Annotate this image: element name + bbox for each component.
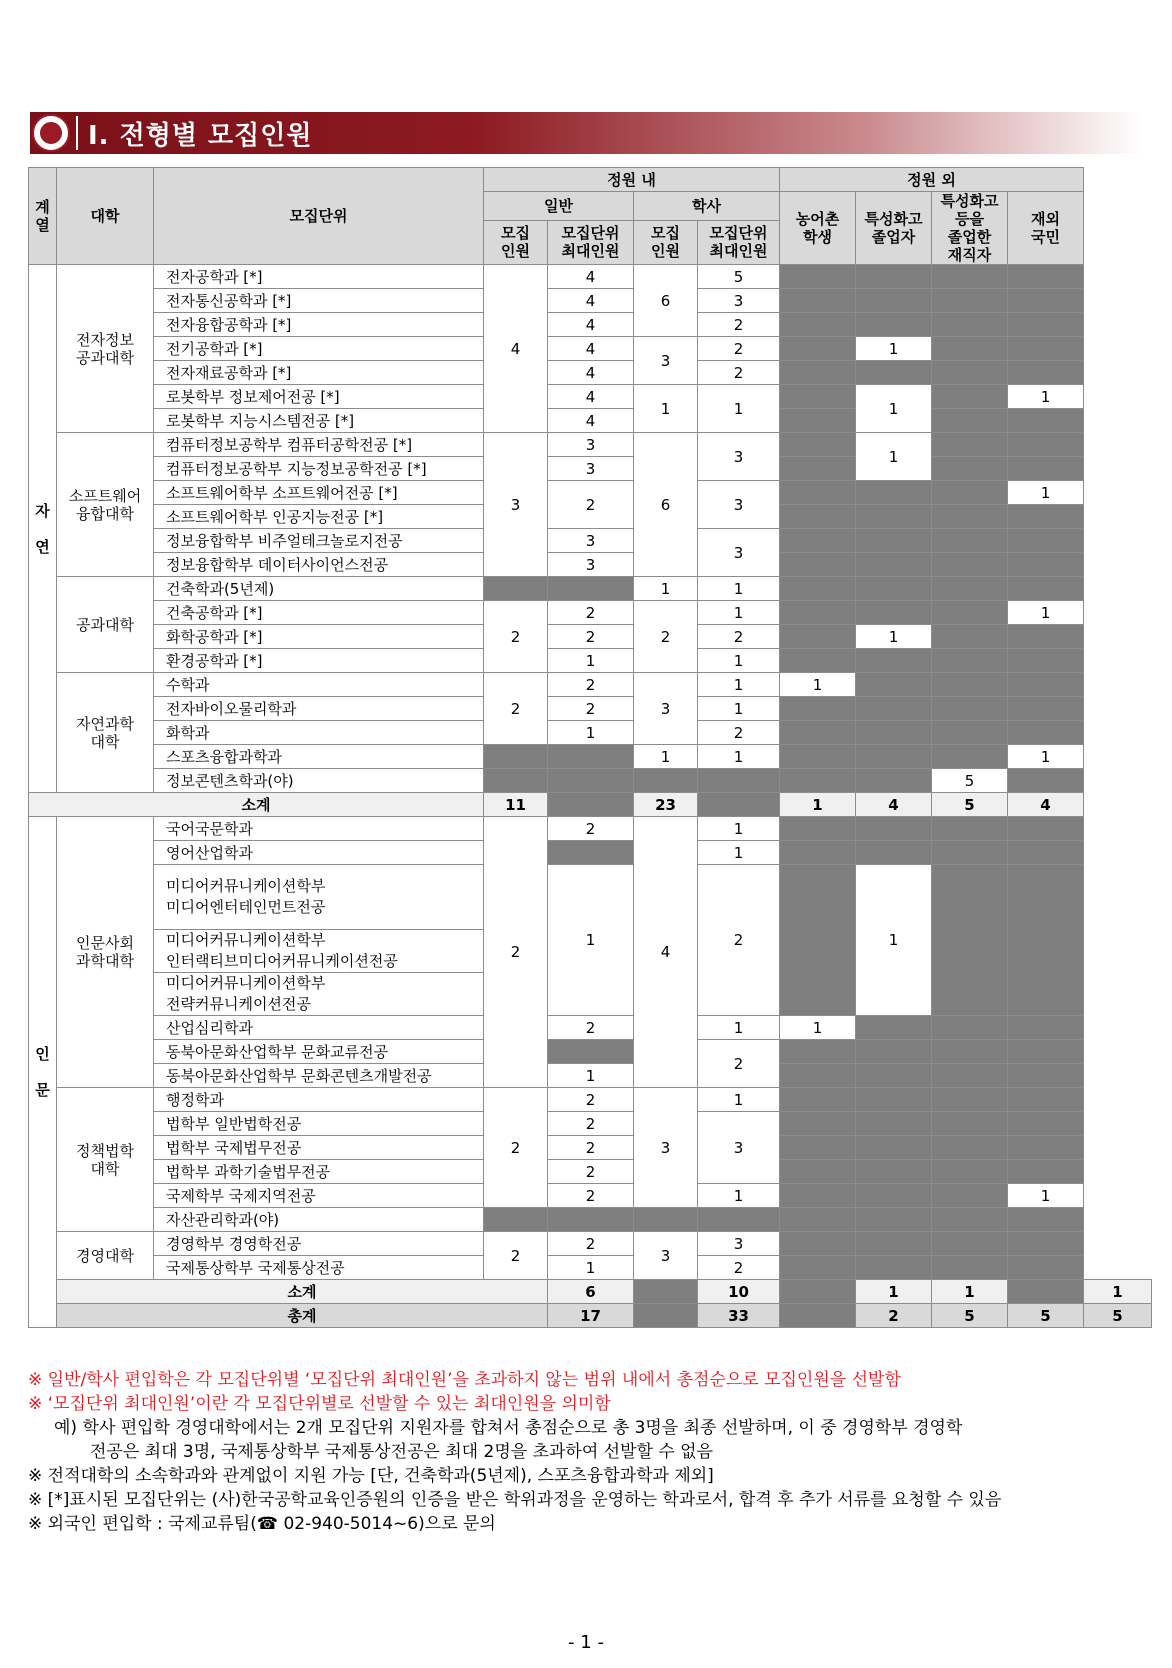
subtotal-row: [29, 793, 1152, 817]
unit-cell-multiline: 미디어커뮤니케이션학부 전략커뮤니케이션전공: [154, 973, 484, 1016]
table-row: [29, 1064, 1152, 1088]
college-cell: 정책법학 대학: [57, 1088, 154, 1232]
subtotal-general: 6: [548, 1280, 634, 1304]
notes-section: [28, 1368, 1152, 1536]
subtotal-overseas: 4: [1008, 793, 1084, 817]
table-row: [29, 553, 1152, 577]
subtotal-label: 소계: [29, 793, 484, 817]
note-line: ※ 전적대학의 소속학과와 관계없이 지원 가능 [단, 건축학과(5년제), 스포츠융합과학과 제외]: [28, 1466, 714, 1486]
bachelor-max-cell: 1: [698, 1016, 780, 1040]
header-general: 일반: [484, 192, 634, 221]
table-row: [29, 1040, 1152, 1064]
overseas-cell: 1: [1008, 481, 1084, 505]
unit-cell: 정보융합학부 비주얼테크놀로지전공: [154, 529, 484, 553]
unit-cell: 로봇학부 정보제어전공 [*]: [154, 385, 484, 409]
unit-cell: 국제학부 국제지역전공: [154, 1184, 484, 1208]
general-max-cell: 2: [548, 1232, 634, 1256]
general-max-cell: 2: [548, 1016, 634, 1040]
college-cell: 자연과학 대학: [57, 673, 154, 793]
bachelor-max-cell: 1: [698, 649, 780, 673]
general-max-cell: 3: [548, 433, 634, 457]
unit-cell: 화학공학과 [*]: [154, 625, 484, 649]
unit-cell: 로봇학부 지능시스템전공 [*]: [154, 409, 484, 433]
bachelor-quota-cell: 4: [634, 817, 698, 1088]
college-cell: 공과대학: [57, 577, 154, 673]
general-max-cell: 1: [548, 1256, 634, 1280]
bachelor-quota-cell: 3: [634, 1232, 698, 1280]
unit-cell: 건축학과(5년제): [154, 577, 484, 601]
table-row: [29, 1184, 1152, 1208]
unit-cell-multiline: 미디어커뮤니케이션학부 인터랙티브미디어커뮤니케이션전공: [154, 930, 484, 973]
bachelor-quota-cell: 3: [634, 673, 698, 745]
header-general-max: 모집단위 최대인원: [548, 220, 634, 264]
table-row: [29, 1136, 1152, 1160]
subtotal-row: [29, 1280, 1152, 1304]
general-max-cell: 1: [548, 649, 634, 673]
header-overseas: 재외 국민: [1008, 192, 1084, 265]
general-max-cell: 2: [548, 1184, 634, 1208]
unit-cell: 자산관리학과(야): [154, 1208, 484, 1232]
table-row: [29, 1088, 1152, 1112]
total-farm: 2: [856, 1304, 932, 1328]
general-quota-cell: 2: [484, 817, 548, 1088]
bachelor-max-cell: 2: [698, 337, 780, 361]
unit-cell: 건축공학과 [*]: [154, 601, 484, 625]
special-cell: 1: [856, 385, 932, 433]
general-max-cell: 2: [548, 1136, 634, 1160]
unit-cell: 법학부 국제법무전공: [154, 1136, 484, 1160]
header-inside: 정원 내: [484, 168, 780, 192]
table-row: [29, 481, 1152, 505]
unit-cell-multiline: 미디어커뮤니케이션학부 미디어엔터테인먼트전공: [154, 865, 484, 930]
unit-cell: 정보콘텐츠학과(야): [154, 769, 484, 793]
subtotal-bachelor: 10: [698, 1280, 780, 1304]
bachelor-max-cell: 3: [698, 529, 780, 577]
bachelor-max-cell: 1: [698, 1088, 780, 1112]
table-row: [29, 1112, 1152, 1136]
general-quota-cell: 2: [484, 1232, 548, 1280]
unit-cell: 정보융합학부 데이터사이언스전공: [154, 553, 484, 577]
university-seal-icon: [32, 114, 70, 152]
college-cell: 경영대학: [57, 1232, 154, 1280]
unit-cell: 컴퓨터정보공학부 지능정보공학전공 [*]: [154, 457, 484, 481]
header-bachelor: 학사: [634, 192, 780, 221]
title-divider: [76, 116, 78, 150]
table-row: [29, 1256, 1152, 1280]
general-max-cell: 1: [548, 721, 634, 745]
bachelor-max-cell: 3: [698, 1112, 780, 1184]
table-row: [29, 433, 1152, 457]
header-bachelor-max: 모집단위 최대인원: [698, 220, 780, 264]
bachelor-max-cell: 1: [698, 697, 780, 721]
general-max-cell: 2: [548, 1112, 634, 1136]
unit-cell: 법학부 일반법학전공: [154, 1112, 484, 1136]
general-max-cell: 3: [548, 457, 634, 481]
bachelor-max-cell: 3: [698, 1232, 780, 1256]
table-row: [29, 337, 1152, 361]
subtotal-special-work: 5: [932, 793, 1008, 817]
unit-cell: 수학과: [154, 673, 484, 697]
header-college: 대학: [57, 168, 154, 265]
header-bachelor-quota: 모집 인원: [634, 220, 698, 264]
bachelor-quota-cell: 6: [634, 265, 698, 337]
note-line: 예) 학사 편입학 경영대학에서는 2개 모집단위 지원자를 합쳐서 총점순으로 총 3명을 최종 선발하며, 이 중 경영학부 경영학: [54, 1418, 963, 1438]
category-nature: 자 연: [29, 265, 57, 793]
general-max-cell: 2: [548, 1088, 634, 1112]
table-row: [29, 601, 1152, 625]
header-special: 특성화고 졸업자: [856, 192, 932, 265]
overseas-cell: 1: [1008, 745, 1084, 769]
table-row: [29, 409, 1152, 433]
general-max-cell: 4: [548, 409, 634, 433]
general-max-cell: 1: [548, 1064, 634, 1088]
table-row: [29, 1016, 1152, 1040]
overseas-cell: 1: [1008, 601, 1084, 625]
bachelor-max-cell: 1: [698, 673, 780, 697]
bachelor-max-cell: 1: [698, 841, 780, 865]
unit-cell: 전자바이오물리학과: [154, 697, 484, 721]
bachelor-quota-cell: 1: [634, 745, 698, 769]
bachelor-max-cell: 2: [698, 721, 780, 745]
unit-cell: 소프트웨어학부 인공지능전공 [*]: [154, 505, 484, 529]
general-max-cell: 2: [548, 1160, 634, 1184]
total-special-work: 5: [1008, 1304, 1084, 1328]
unit-cell: 동북아문화산업학부 문화콘텐츠개발전공: [154, 1064, 484, 1088]
overseas-cell: 1: [1008, 385, 1084, 409]
unit-cell: 산업심리학과: [154, 1016, 484, 1040]
bachelor-max-cell: 1: [698, 817, 780, 841]
general-max-cell: 2: [548, 625, 634, 649]
table-row: [29, 289, 1152, 313]
general-max-cell: 4: [548, 361, 634, 385]
note-line: ※ [*]표시된 모집단위는 (사)한국공학교육인증원의 인증을 받은 학위과정을 운영하는 학과로서, 합격 후 추가 서류를 요청할 수 있음: [28, 1490, 1002, 1510]
table-row: [29, 1232, 1152, 1256]
bachelor-max-cell: 1: [698, 1184, 780, 1208]
table-row: [29, 697, 1152, 721]
note-line: ※ 일반/학사 편입학은 각 모집단위별 ‘모집단위 최대인원’을 초과하지 않는 범위 내에서 총점순으로 모집인원을 선발함: [28, 1370, 901, 1390]
total-label: 총계: [57, 1304, 548, 1328]
general-max-cell: 2: [548, 481, 634, 529]
bachelor-max-cell: 1: [698, 745, 780, 769]
table-row: [29, 721, 1152, 745]
bachelor-max-cell: 3: [698, 433, 780, 481]
bachelor-quota-cell: 3: [634, 337, 698, 385]
table-row: [29, 745, 1152, 769]
farm-cell: 1: [780, 673, 856, 697]
header-farm: 농어촌 학생: [780, 192, 856, 265]
unit-cell: 전자통신공학과 [*]: [154, 289, 484, 313]
subtotal-farm: 1: [780, 793, 856, 817]
general-max-cell: 2: [548, 601, 634, 625]
category-humanities: 인 문: [29, 817, 57, 1328]
general-max-cell: 4: [548, 313, 634, 337]
unit-cell: 전자융합공학과 [*]: [154, 313, 484, 337]
header-gyeyeol: 계 열: [29, 168, 57, 265]
table-row: [29, 649, 1152, 673]
unit-cell: 국제통상학부 국제통상전공: [154, 1256, 484, 1280]
general-quota-cell: 2: [484, 673, 548, 745]
bachelor-max-cell: 1: [698, 385, 780, 433]
unit-cell: 행정학과: [154, 1088, 484, 1112]
header-outside: 정원 외: [780, 168, 1084, 192]
bachelor-max-cell: 2: [698, 361, 780, 385]
general-max-cell: 2: [548, 673, 634, 697]
general-max-cell: 4: [548, 265, 634, 289]
special-cell: 1: [856, 433, 932, 481]
general-max-cell: 4: [548, 289, 634, 313]
subtotal-label: 소계: [57, 1280, 548, 1304]
unit-cell: 경영학부 경영학전공: [154, 1232, 484, 1256]
unit-cell: 전자공학과 [*]: [154, 265, 484, 289]
bachelor-max-cell: 2: [698, 1040, 780, 1088]
general-quota-cell: 2: [484, 1088, 548, 1208]
table-row: [29, 817, 1152, 841]
general-max-cell: 1: [548, 865, 634, 1016]
bachelor-max-cell: 3: [698, 289, 780, 313]
subtotal-special: 1: [932, 1280, 1008, 1304]
unit-cell: 전기공학과 [*]: [154, 337, 484, 361]
table-row: [29, 625, 1152, 649]
unit-cell: 컴퓨터정보공학부 컴퓨터공학전공 [*]: [154, 433, 484, 457]
bachelor-max-cell: 2: [698, 313, 780, 337]
unit-cell: 환경공학과 [*]: [154, 649, 484, 673]
subtotal-special: 4: [856, 793, 932, 817]
unit-cell: 영어산업학과: [154, 841, 484, 865]
page-number: - 1 -: [568, 1632, 604, 1653]
unit-cell: 국어국문학과: [154, 817, 484, 841]
general-quota-cell: 2: [484, 601, 548, 673]
header-special-work: 특성화고 등을 졸업한 재직자: [932, 192, 1008, 265]
special-work-cell: 5: [932, 769, 1008, 793]
unit-cell: 동북아문화산업학부 문화교류전공: [154, 1040, 484, 1064]
subtotal-general: 11: [484, 793, 548, 817]
table-row: [29, 529, 1152, 553]
total-general: 17: [548, 1304, 634, 1328]
bachelor-max-cell: 5: [698, 265, 780, 289]
general-max-cell: 2: [548, 817, 634, 841]
bachelor-max-cell: 2: [698, 865, 780, 1016]
college-cell: 인문사회 과학대학: [57, 817, 154, 1088]
general-max-cell: 3: [548, 553, 634, 577]
general-max-cell: 4: [548, 337, 634, 361]
header-general-quota: 모집 인원: [484, 220, 548, 264]
general-quota-cell: 3: [484, 433, 548, 577]
bachelor-max-cell: 2: [698, 1256, 780, 1280]
total-overseas: 5: [1084, 1304, 1152, 1328]
bachelor-max-cell: 1: [698, 577, 780, 601]
overseas-cell: 1: [1008, 1184, 1084, 1208]
note-line: ※ ‘모집단위 최대인원’이란 각 모집단위별로 선발할 수 있는 최대인원을 의미함: [28, 1394, 611, 1414]
table-row: [29, 673, 1152, 697]
bachelor-quota-cell: 1: [634, 385, 698, 433]
special-cell: 1: [856, 625, 932, 649]
general-max-cell: 2: [548, 697, 634, 721]
section-title: Ⅰ. 전형별 모집인원: [88, 120, 313, 151]
table-row: [29, 265, 1152, 289]
table-row: [29, 769, 1152, 793]
subtotal-overseas: 1: [1084, 1280, 1152, 1304]
note-line: 전공은 최대 3명, 국제통상학부 국제통상전공은 최대 2명을 초과하여 선발할 수 없음: [90, 1442, 713, 1462]
table-row: [29, 1160, 1152, 1184]
note-line: ※ 외국인 편입학 : 국제교류팀(☎ 02-940-5014~6)으로 문의: [28, 1514, 496, 1534]
bachelor-max-cell: 1: [698, 601, 780, 625]
table-row: [29, 841, 1152, 865]
unit-cell: 법학부 과학기술법무전공: [154, 1160, 484, 1184]
bachelor-quota-cell: 1: [634, 577, 698, 601]
bachelor-quota-cell: 6: [634, 433, 698, 577]
table-row: [29, 577, 1152, 601]
recruitment-table: [28, 167, 1152, 1328]
table-row: [29, 385, 1152, 409]
section-title-bar: [30, 112, 1142, 154]
unit-cell: 스포츠융합과학과: [154, 745, 484, 769]
total-row: [29, 1304, 1152, 1328]
table-row: [29, 865, 1152, 930]
subtotal-farm: 1: [856, 1280, 932, 1304]
general-max-cell: 3: [548, 529, 634, 553]
total-bachelor: 33: [698, 1304, 780, 1328]
unit-cell: 화학과: [154, 721, 484, 745]
general-max-cell: 4: [548, 385, 634, 409]
total-special: 5: [932, 1304, 1008, 1328]
special-cell: 1: [856, 865, 932, 1016]
bachelor-max-cell: 3: [698, 481, 780, 529]
bachelor-max-cell: 2: [698, 625, 780, 649]
table-row: [29, 457, 1152, 481]
bachelor-quota-cell: 3: [634, 1088, 698, 1208]
table-row: [29, 313, 1152, 337]
general-quota-cell: 4: [484, 265, 548, 433]
college-cell: 전자정보 공과대학: [57, 265, 154, 433]
table-row: [29, 361, 1152, 385]
bachelor-quota-cell: 2: [634, 601, 698, 673]
college-cell: 소프트웨어 융합대학: [57, 433, 154, 577]
header-unit: 모집단위: [154, 168, 484, 265]
unit-cell: 소프트웨어학부 소프트웨어전공 [*]: [154, 481, 484, 505]
table-row: [29, 1208, 1152, 1232]
farm-cell: 1: [780, 1016, 856, 1040]
unit-cell: 전자재료공학과 [*]: [154, 361, 484, 385]
special-cell: 1: [856, 337, 932, 361]
subtotal-bachelor: 23: [634, 793, 698, 817]
